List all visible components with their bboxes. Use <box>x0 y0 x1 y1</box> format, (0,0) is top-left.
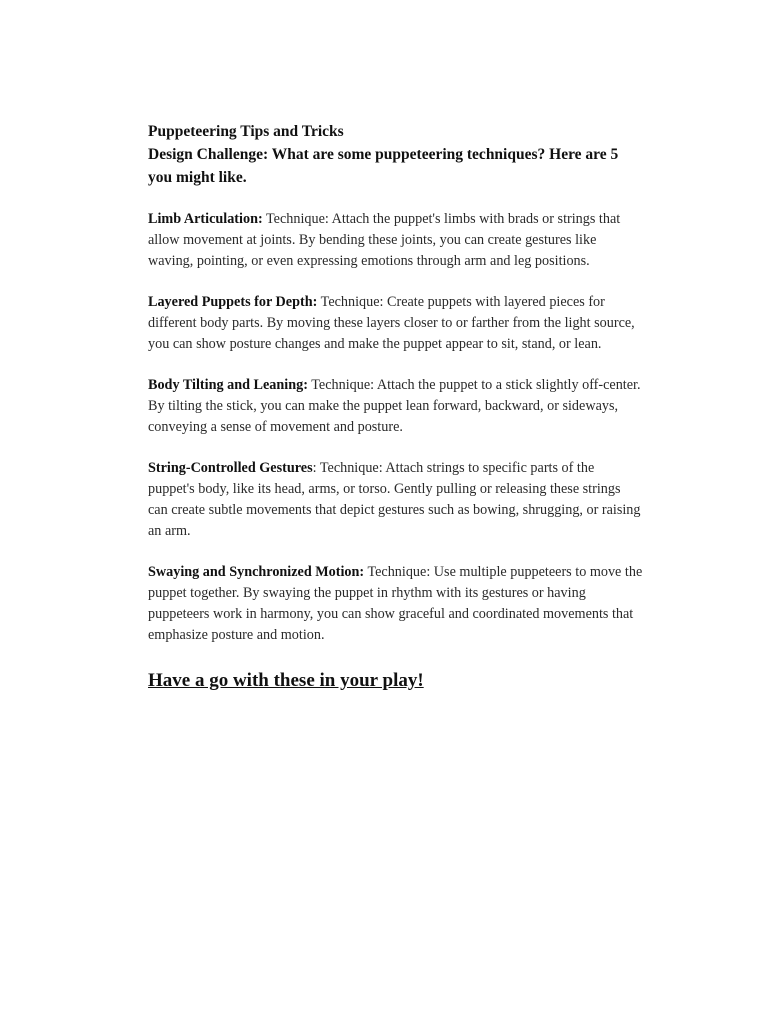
document-title: Puppeteering Tips and Tricks <box>148 123 344 140</box>
section-limb-articulation <box>148 209 643 272</box>
section-term: Swaying and Synchronized Motion: <box>148 564 365 580</box>
section-string-controlled <box>148 458 643 542</box>
section-text: Technique: Create puppets with layered pieces for different body parts. By moving these layers closer to or farther from the light source, you can show posture changes and make the puppet appear to sit, stand, or lean. <box>148 294 635 352</box>
section-body-tilting <box>148 375 643 438</box>
section-swaying-synchronized <box>148 562 643 646</box>
section-layered-puppets <box>148 292 643 355</box>
section-text: Technique: Attach the puppet to a stick slightly off-center. By tilting the stick, you can make the puppet lean forward, backward, or sideways, conveying a sense of movement and posture. <box>148 377 641 435</box>
section-text: Technique: Attach the puppet's limbs with brads or strings that allow movement at joints. By bending these joints, you can create gestures like waving, pointing, or even expressing emotions through arm and leg positions. <box>148 211 621 269</box>
section-term: Body Tilting and Leaning: <box>148 377 308 393</box>
design-challenge-heading: Design Challenge: What are some puppeteering techniques? Here are 5 you might like. <box>148 146 619 186</box>
section-term: String-Controlled Gestures <box>148 460 313 476</box>
section-text: : Technique: Attach strings to specific parts of the puppet's body, like its head, arms, or torso. Gently pulling or releasing these strings can create subtle movements that depict gestures such as bowing, shrugging, or raising an arm. <box>148 460 641 539</box>
section-term: Layered Puppets for Depth: <box>148 294 318 310</box>
section-term: Limb Articulation: <box>148 211 263 227</box>
closing-call-to-action: Have a go with these in your play! <box>148 670 424 691</box>
section-text: Technique: Use multiple puppeteers to move the puppet together. By swaying the puppet in rhythm with its gestures or having puppeteers work in harmony, you can show graceful and coordinated movements that emphasize posture and motion. <box>148 564 643 643</box>
document-page <box>148 120 643 694</box>
